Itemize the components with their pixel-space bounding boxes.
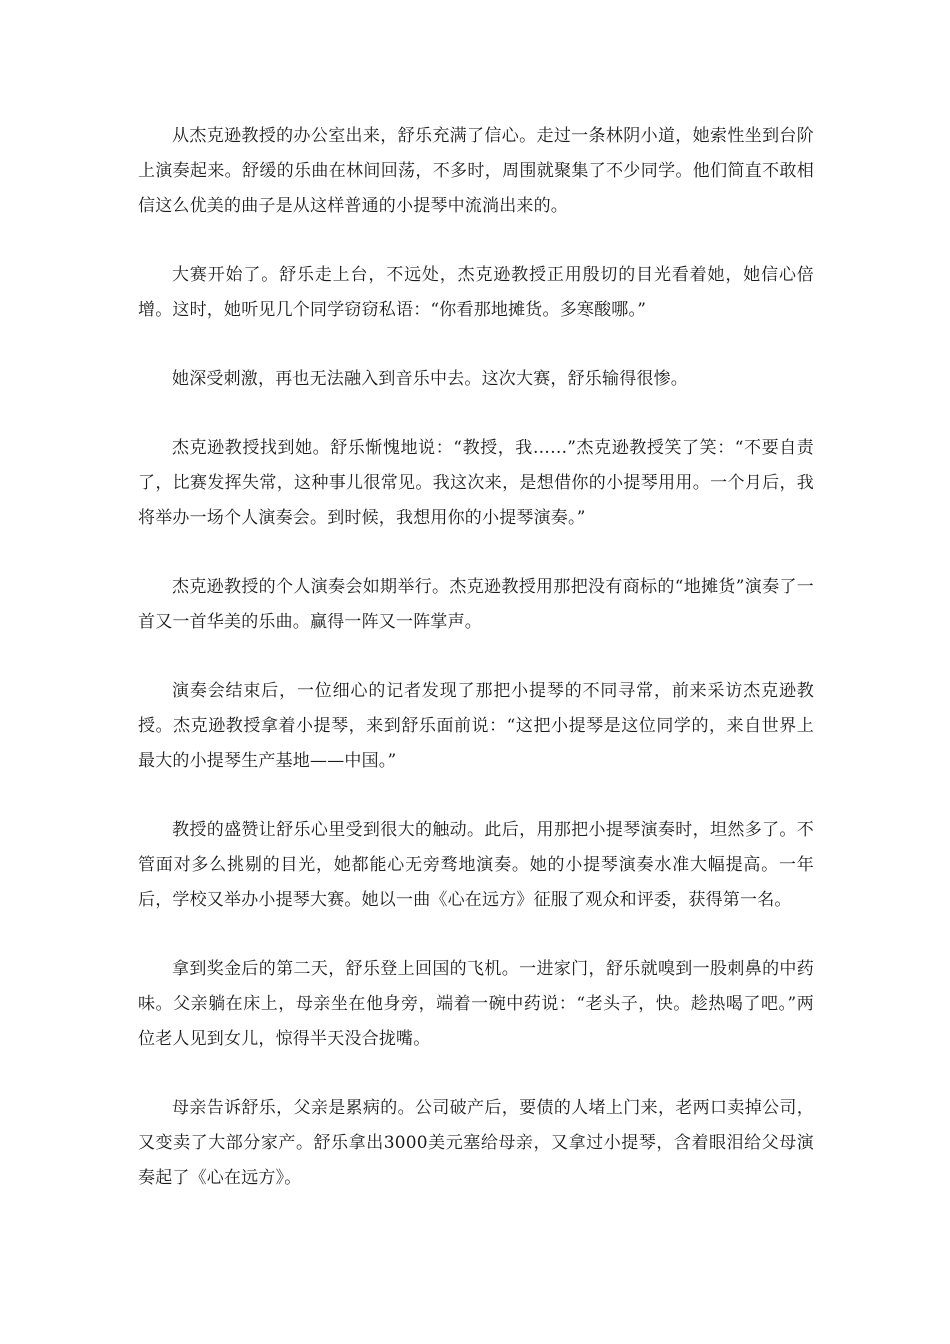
paragraph: 她深受刺激，再也无法融入到音乐中去。这次大赛，舒乐输得很惨。 (172, 369, 688, 389)
paragraph: 杰克逊教授找到她。舒乐惭愧地说：“教授，我……”杰克逊教授笑了笑：“不要自责了，比赛发挥失常，这种事儿很常见。我这次来，是想借你的小提琴用用。一个月后，我将举办一场个人演奏会。到时候，我想用你的小提琴演奏。” (138, 438, 814, 528)
paragraph: 杰克逊教授的个人演奏会如期举行。杰克逊教授用那把没有商标的“地摊货”演奏了一首又一首华美的乐曲。赢得一阵又一阵掌声。 (138, 577, 814, 632)
paragraph: 从杰克逊教授的办公室出来，舒乐充满了信心。走过一条林阴小道，她索性坐到台阶上演奏起来。舒缓的乐曲在林间回荡，不多时，周围就聚集了不少同学。他们简直不敢相信这么优美的曲子是从这样普通的小提琴中流淌出来的。 (138, 126, 814, 216)
paragraph: 大赛开始了。舒乐走上台，不远处，杰克逊教授正用殷切的目光看着她，她信心倍增。这时，她听见几个同学窃窃私语：“你看那地摊货。多寒酸哪。” (138, 265, 814, 320)
paragraph: 母亲告诉舒乐，父亲是累病的。公司破产后，要债的人堵上门来，老两口卖掉公司，又变卖了大部分家产。舒乐拿出3000美元塞给母亲，又拿过小提琴，含着眼泪给父母演奏起了《心在远方》。 (138, 1098, 814, 1188)
paragraph: 教授的盛赞让舒乐心里受到很大的触动。此后，用那把小提琴演奏时，坦然多了。不管面对多么挑剔的目光，她都能心无旁骛地演奏。她的小提琴演奏水准大幅提高。一年后，学校又举办小提琴大赛。她以一曲《心在远方》征服了观众和评委，获得第一名。 (138, 820, 814, 910)
paragraph: 拿到奖金后的第二天，舒乐登上回国的飞机。一进家门，舒乐就嗅到一股刺鼻的中药味。父亲躺在床上，母亲坐在他身旁，端着一碗中药说：“老头子，快。趁热喝了吧。”两位老人见到女儿，惊得半天没合拢嘴。 (138, 959, 814, 1049)
paragraph: 演奏会结束后，一位细心的记者发现了那把小提琴的不同寻常，前来采访杰克逊教授。杰克逊教授拿着小提琴，来到舒乐面前说：“这把小提琴是这位同学的，来自世界上最大的小提琴生产基地——中国。” (138, 681, 814, 771)
article-body (138, 119, 814, 1230)
